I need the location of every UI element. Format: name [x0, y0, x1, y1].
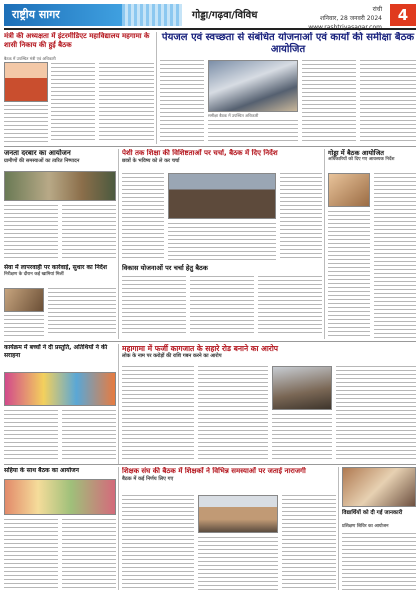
section-title: गोड्डा/गढ़वा/विविध	[192, 10, 258, 21]
speed-left-sub: निरीक्षण के दौरान कई खामियां मिलीं	[4, 272, 64, 277]
mid-center-headline: विकास योजनाओं पर चर्चा हेतु बैठक	[122, 264, 208, 272]
mid-left-sub: ग्रामीणों की समस्याओं का त्वरित निष्पादन	[4, 158, 80, 164]
top-left-photo	[4, 62, 48, 102]
brand-decor-strip	[122, 4, 182, 26]
bottom-center-story	[122, 467, 336, 590]
speed-left-photo	[4, 288, 44, 312]
header-rule	[4, 28, 416, 30]
lower-center-story	[122, 344, 416, 462]
bottom-right-headline: विद्यार्थियों को दी गई जानकारी	[342, 510, 403, 516]
mid-left-headline: जनता दरबार का आयोजन	[4, 149, 71, 157]
top-left-caption: बैठक में उपस्थित मंत्री एवं अधिकारी	[4, 56, 56, 61]
bottom-left-story	[4, 467, 116, 590]
bottom-center-photo	[198, 495, 278, 533]
top-left-headline: मंत्री की अध्यक्षता में इंटरमीडिएट महाविद्यालय महगामा के शासी निकाय की हुई बैठक	[4, 32, 150, 49]
bottom-left-photo	[4, 479, 116, 515]
right-top-headline: गोड्डा में बैठक आयोजित	[328, 149, 385, 157]
lower-center-photo	[272, 366, 332, 410]
edition-city: रांची	[372, 6, 382, 13]
lower-left-headline: कार्यक्रम में बच्चों ने दी प्रस्तुति, अतिथियों ने की सराहना	[4, 344, 108, 359]
lead-photo	[208, 60, 298, 112]
bottom-center-headline: शिक्षक संघ की बैठक में शिक्षकों ने विभिन्न समस्याओं पर जताई नाराजगी	[122, 467, 306, 475]
top-left-story	[4, 32, 154, 144]
right-top-sub: अधिकारियों को दिए गए आवश्यक निर्देश	[328, 157, 395, 162]
mid-left-story	[4, 149, 116, 261]
lead-headline: पेयजल एवं स्वच्छता से संबंधित योजनाओं एवं कार्यों की समीक्षा बैठक आयोजित	[161, 32, 415, 55]
mid-left-photo	[4, 171, 116, 201]
mid-center-story	[122, 264, 322, 336]
lower-left-story	[4, 344, 116, 462]
newspaper-brand: राष्ट्रीय सागर	[4, 4, 122, 26]
page-number: 4	[390, 4, 416, 26]
bottom-right-story	[342, 467, 416, 590]
lower-left-photo	[4, 372, 116, 406]
bottom-left-headline: सहिया के साथ बैठक का आयोजन	[4, 467, 79, 474]
speed-left-headline: सेवा में लापरवाही पर कार्रवाई, सुधार का निर्देश	[4, 264, 107, 271]
center-headline: पेशी तक शिक्षा की विशिष्टताओं पर चर्चा, बैठक में दिए निर्देश	[122, 149, 278, 157]
right-top-photo	[328, 173, 370, 207]
bottom-right-sub: प्रशिक्षण शिविर का आयोजन	[342, 524, 389, 529]
center-sub: छात्रों के भविष्य को ले कर चर्चा	[122, 158, 180, 164]
edition-date: शनिवार, 28 जनवरी 2024	[320, 15, 382, 22]
center-story	[122, 149, 322, 261]
bottom-right-photo	[342, 467, 416, 507]
lower-center-headline: महागामा में फर्जी कागजात के सहारे रोड बनाने का आरोप	[122, 344, 279, 353]
lead-story	[160, 32, 416, 144]
masthead	[4, 4, 416, 26]
center-photo	[168, 173, 276, 219]
lead-caption: समीक्षा बैठक में उपस्थित अधिकारी	[208, 113, 259, 118]
speed-left-story	[4, 264, 116, 336]
right-top-story	[328, 149, 416, 339]
bottom-center-sub: बैठक में कई निर्णय लिए गए	[122, 476, 174, 482]
lower-center-sub: लोक के नाम पर करोड़ों की राशि गबन करने का आरोप	[122, 353, 222, 359]
